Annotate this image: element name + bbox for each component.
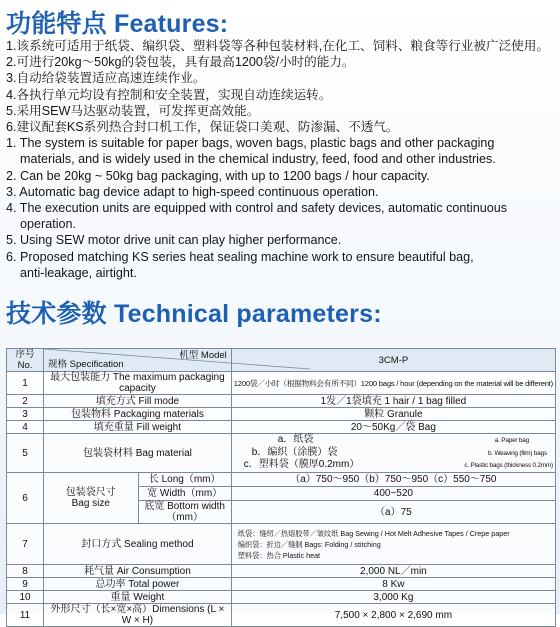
bag-size-item — [44, 473, 138, 524]
row-no: 1 — [7, 372, 44, 395]
sealing-line-2: 编织袋：折边／缝制 Bags: Folding / stitching — [237, 539, 381, 549]
bag-size-long-value: （a）750～950（b）750～950（c）550～750 — [231, 473, 555, 487]
bag-material-c-en: c. Plastic bags (thickness 0.2mm) — [464, 462, 553, 470]
bag-size-item-cn: 包装袋尺寸 — [65, 487, 116, 498]
bag-material-b-en: b. Weaving (film) bags — [487, 449, 547, 457]
row-item: 外形尺寸（长×宽×高）Dimensions (L × W × H) — [44, 604, 232, 627]
row-no: 2 — [7, 395, 44, 408]
table-row — [7, 604, 556, 627]
bag-material-a-cn: a．纸袋 — [277, 434, 314, 446]
sealing-line-1: 纸袋：缝纫／热熔胶带／皱纹纸 Bag Sewing / Hot Melt Adhesive Tapes / Crepe paper — [237, 528, 510, 538]
row-item: 包装袋材料 Bag material — [44, 434, 232, 473]
row-no: 9 — [7, 578, 44, 591]
tech-table — [6, 348, 556, 627]
bag-size-bottom-value: （a）75 — [231, 501, 555, 524]
features-cn-list — [6, 38, 558, 135]
bag-material-b — [242, 447, 553, 459]
table-row — [7, 434, 556, 473]
feature-cn-6: 6.建议配套KS系列热合封口机工作，保证袋口美观、防渗漏、不透气。 — [6, 120, 399, 135]
row-no: 10 — [7, 591, 44, 604]
table-row — [7, 395, 556, 408]
table-row — [7, 578, 556, 591]
table-header-row — [7, 349, 556, 372]
feature-en-1b: materials, and is widely used in the chemical industry, feed, food and other industries. — [20, 152, 496, 167]
bag-size-long-label: 长 Long（mm） — [138, 473, 231, 487]
header-spec-model — [44, 349, 232, 372]
table-row — [7, 591, 556, 604]
feature-en-6b: anti-leakage, airtight. — [20, 265, 137, 280]
feature-cn-1: 1.该系统可适用于纸袋、编织袋、塑料袋等各种包装材料,在化工、饲料、粮食等行业被广泛使用。 — [6, 39, 549, 53]
features-en-list — [6, 135, 558, 281]
bag-size-width-value: 400~520 — [231, 487, 555, 501]
row-no: 6 — [7, 473, 44, 524]
header-spec: 规格 Specification — [48, 359, 124, 370]
feature-en-3: 3. Automatic bag device adapt to high-speed continuous operation. — [6, 184, 379, 199]
row-no: 5 — [7, 434, 44, 473]
row-no: 8 — [7, 565, 44, 578]
bag-material-b-cn: b．编织（涂膜）袋 — [251, 446, 338, 458]
feature-cn-2: 2.可进行20kg～50kg的袋包装，具有最高1200袋/小时的能力。 — [6, 55, 355, 70]
feature-en-2: 2. Can be 20kg ~ 50kg bag packaging, with up to 1200 bags / hour capacity. — [6, 168, 430, 183]
tech-heading-colon: : — [373, 300, 382, 328]
feature-en-4b: operation. — [20, 217, 77, 232]
row-no: 11 — [7, 604, 44, 627]
bag-size-item-en: Bag size — [71, 498, 110, 509]
table-row — [7, 565, 556, 578]
table-row — [7, 421, 556, 434]
feature-en-6a: 6. Proposed matching KS series heat sealing machine work to ensure beautiful bag, — [6, 249, 474, 264]
feature-cn-5: 5.采用SEW马达驱动装置，可发挥更高效能。 — [6, 103, 260, 118]
row-value: 8 Kw — [231, 578, 555, 591]
row-value: 7,500 × 2,800 × 2,690 mm — [231, 604, 555, 627]
row-value: 1200袋／小时（根据物料会有所不同）1200 bags / hour (depending on the material will be different) — [231, 372, 555, 395]
bag-material-a-en: a. Paper bag — [494, 437, 529, 445]
row-no: 4 — [7, 421, 44, 434]
row-value: 3,000 Kg — [231, 591, 555, 604]
features-heading-en: Features — [113, 10, 220, 38]
features-heading — [6, 4, 228, 40]
table-row — [7, 408, 556, 421]
row-item: 总功率 Total power — [44, 578, 232, 591]
bag-size-bottom-label: 底宽 Bottom width（mm） — [138, 501, 231, 524]
feature-cn-4: 4.各执行单元均设有控制和安全装置，实现自动连续运转。 — [6, 87, 332, 102]
header-model-label: 机型 Model — [179, 350, 227, 361]
features-heading-colon: : — [219, 10, 229, 38]
table-row — [7, 473, 556, 487]
features-heading-cn: 功能特点 — [6, 10, 107, 38]
table-row — [7, 524, 556, 565]
table-row — [7, 372, 556, 395]
feature-cn-3: 3.自动给袋装置适应高速连续作业。 — [6, 71, 206, 86]
tech-table-wrap — [6, 348, 556, 627]
feature-en-1a: 1. The system is suitable for paper bags, woven bags, plastic bags and other packaging — [6, 136, 495, 151]
bag-size-width-label: 宽 Width（mm） — [138, 487, 231, 501]
row-item: 重量 Weight — [44, 591, 232, 604]
row-no: 3 — [7, 408, 44, 421]
row-no: 7 — [7, 524, 44, 565]
bag-material-c — [242, 459, 553, 471]
row-item: 封口方式 Sealing method — [44, 524, 232, 565]
row-item: 填充重量 Fill weight — [44, 421, 232, 434]
row-item: 耗气量 Air Consumption — [44, 565, 232, 578]
row-item: 包装物料 Packaging materials — [44, 408, 232, 421]
feature-en-4a: 4. The execution units are equipped with control and safety devices, automatic continuous — [6, 201, 508, 216]
row-value: 1发／1袋填充 1 hair / 1 bag filled — [231, 395, 555, 408]
sealing-method-value — [231, 524, 555, 565]
bag-material-c-cn: c．塑料袋（膜厚0.2mm） — [243, 459, 360, 471]
sealing-line-3: 塑料袋：热合 Plastic heat — [237, 550, 321, 560]
tech-heading-cn: 技术参数 — [6, 300, 107, 328]
bag-material-value — [231, 434, 555, 473]
tech-heading-en: Technical parameters — [113, 300, 374, 328]
bag-material-a — [242, 434, 553, 446]
row-value: 20～50Kg／袋 Bag — [231, 421, 555, 434]
row-item: 填充方式 Fill mode — [44, 395, 232, 408]
header-no: 序号 No. — [7, 349, 44, 372]
row-value: 颗粒 Granule — [231, 408, 555, 421]
row-value: 2,000 NL／min — [231, 565, 555, 578]
feature-en-5: 5. Using SEW motor drive unit can play higher performance. — [6, 233, 342, 248]
tech-heading — [6, 294, 382, 330]
features-list — [6, 38, 558, 281]
row-item: 最大包装能力 The maximum packaging capacity — [44, 372, 232, 395]
header-model: 3CM-P — [231, 349, 555, 372]
